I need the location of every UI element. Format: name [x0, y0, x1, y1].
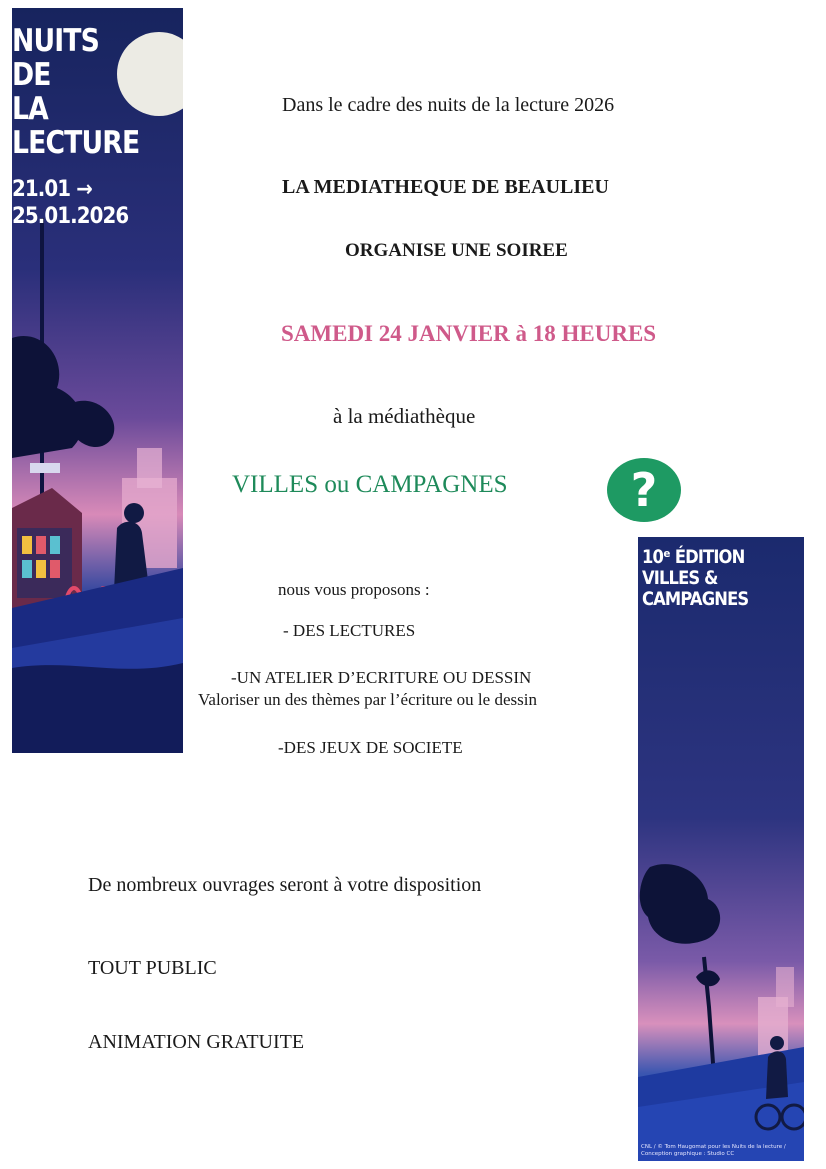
poster-right-edition-line: 10ᵉ ÉDITION [642, 546, 745, 568]
program-item: -UN ATELIER D’ECRITURE OU DESSIN [231, 668, 532, 687]
poster-left-title-line: DE [12, 57, 51, 93]
poster-right-edition-line: VILLES & [642, 567, 718, 589]
audience-label: TOUT PUBLIC [88, 957, 217, 979]
poster-left-date-end: 25.01.2026 [12, 204, 129, 229]
event-date: SAMEDI 24 JANVIER à 18 HEURES [281, 321, 657, 346]
organizer-heading: LA MEDIATHEQUE DE BEAULIEU [282, 176, 609, 198]
poster-left-title-line: LECTURE [12, 125, 140, 161]
program-item: -DES JEUX DE SOCIETE [278, 738, 463, 757]
price-label: ANIMATION GRATUITE [88, 1031, 305, 1053]
poster-right-illustration [638, 537, 804, 1161]
program-item-detail: Valoriser un des thèmes par l’écriture ou le dessin [198, 690, 537, 709]
poster-left-title-line: LA [12, 91, 48, 127]
poster-left-title-line: NUITS [12, 23, 99, 59]
poster-right-edition-line: CAMPAGNES [642, 588, 749, 610]
poster-right-credit-line: Conception graphique : Studio CC [641, 1151, 735, 1157]
poster-left-title [12, 24, 139, 160]
question-mark-icon: ? [607, 458, 681, 522]
event-theme: VILLES ou CAMPAGNES [232, 471, 508, 498]
program-item: - DES LECTURES [283, 621, 416, 640]
poster-right [638, 537, 804, 1161]
poster-right-credit [641, 1144, 786, 1158]
books-note: De nombreux ouvrages seront à votre disposition [88, 874, 482, 896]
program-intro: nous vous proposons : [278, 580, 430, 599]
poster-right-edition [642, 547, 748, 610]
poster-left-date-start: 21.01 → [12, 177, 92, 202]
event-venue: à la médiathèque [333, 404, 476, 428]
poster-left-dates [12, 176, 128, 230]
event-heading: ORGANISE UNE SOIREE [345, 240, 568, 261]
intro-text: Dans le cadre des nuits de la lecture 2026 [282, 94, 615, 116]
poster-left [12, 8, 183, 753]
poster-right-credit-line: CNL / © Tom Haugomat pour les Nuits de la lecture / [641, 1144, 786, 1150]
